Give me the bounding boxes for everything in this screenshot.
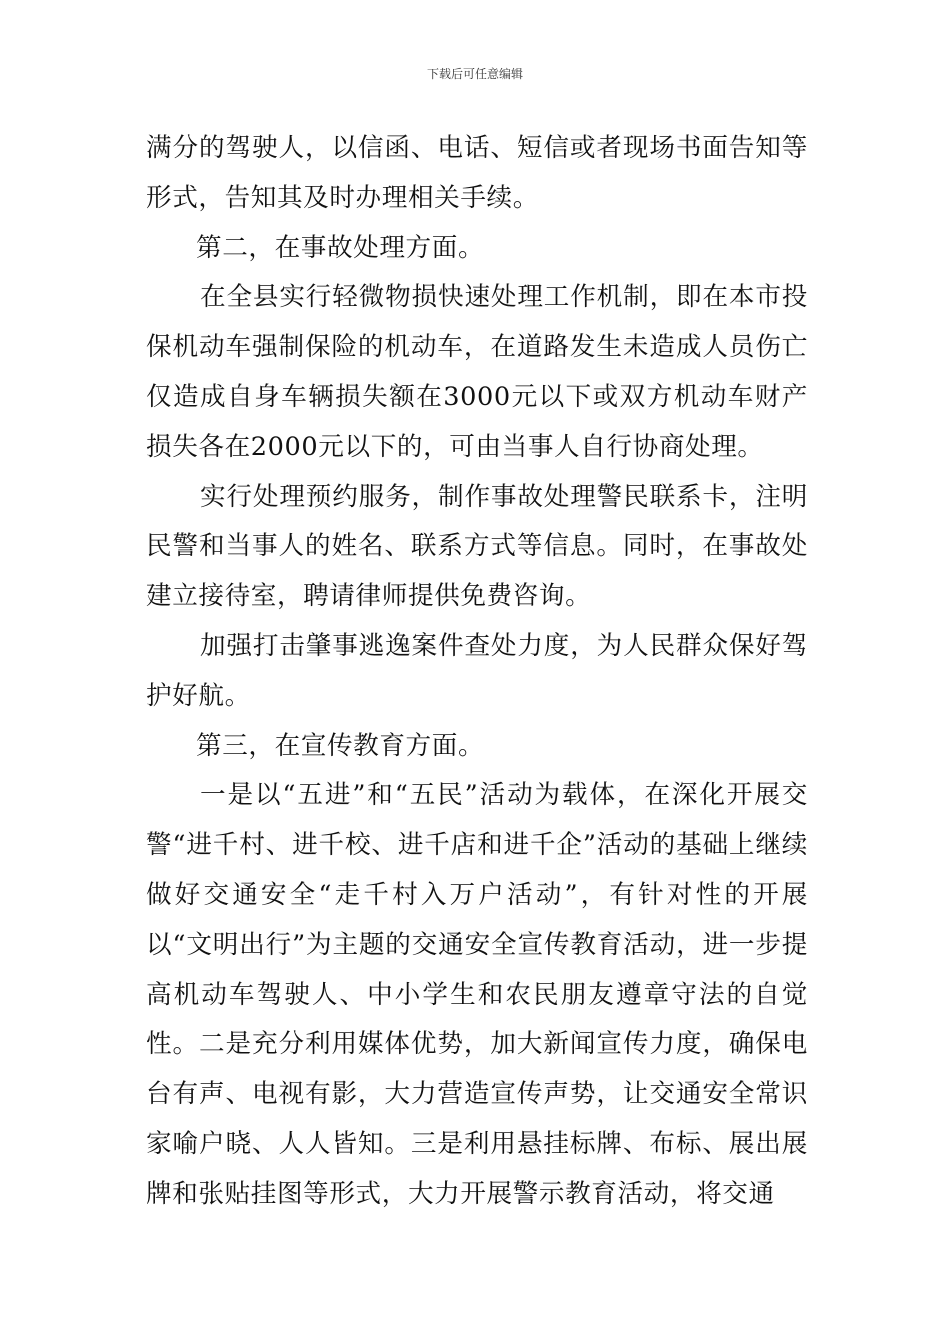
paragraph-continued: 满分的驾驶人，以信函、电话、短信或者现场书面告知等形式，告知其及时办理相关手续。 <box>146 133 808 213</box>
paragraph-education-activities: 一是以“五进”和“五民”活动为载体，在深化开展交警“进千村、进千校、进千店和进千企”活动的基础上继续做好交通安全“走千村入万户活动”，有针对性的开展以“文明出行”为主题的交通安全宣传教育活动，进一步提高机动车驾驶人、中小学生和农民朋友遵章守法的自觉性。二是充分利用媒体优势，加大新闻宣传力度，确保电台有声、电视有影，大力营造宣传声势，让交通安全常识家喻户晓、人人皆知。三是利用悬挂标牌、布标、展出展牌和张贴挂图等形式，大力开展警示教育活动，将交通 <box>146 780 808 1209</box>
paragraph-quick-handling: 在全县实行轻微物损快速处理工作机制，即在本市投保机动车强制保险的机动车，在道路发生未造成人员伤亡仅造成自身车辆损失额在3000元以下或双方机动车财产损失各在2000元以下的，可由当事人自行协商处理。 <box>146 282 808 462</box>
document-body <box>146 124 808 1220</box>
section-heading-accident: 第二，在事故处理方面。 <box>196 232 485 263</box>
section-heading-education: 第三，在宣传教育方面。 <box>196 730 485 761</box>
paragraph-hit-and-run: 加强打击肇事逃逸案件查处力度，为人民群众保好驾护好航。 <box>146 630 808 711</box>
page-header: 下载后可任意编辑 <box>426 67 523 81</box>
paragraph-appointment-service: 实行处理预约服务，制作事故处理警民联系卡，注明民警和当事人的姓名、联系方式等信息。同时，在事故处建立接待室，聘请律师提供免费咨询。 <box>146 481 808 612</box>
